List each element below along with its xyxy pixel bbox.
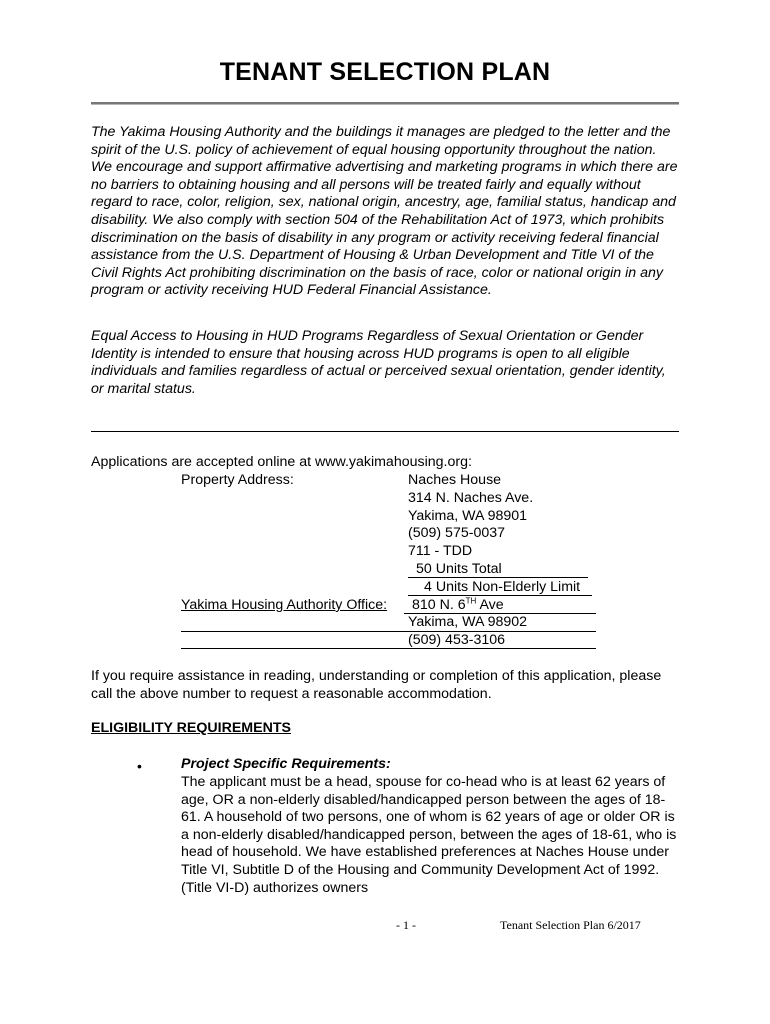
- office-city-underline: [181, 631, 596, 632]
- equal-access-paragraph: Equal Access to Housing in HUD Programs Regardless of Sexual Orientation or Gender Identity is intended to ensure that housing across HUD programs is open to all eligible individuals and families regardless of actual or perceived sexual orientation, gender identity, or marital status.: [91, 328, 666, 397]
- page-title: TENANT SELECTION PLAN: [219, 58, 551, 86]
- section-divider: [91, 431, 679, 432]
- property-city: Yakima, WA 98901: [408, 508, 528, 524]
- office-label: Yakima Housing Authority Office:: [181, 597, 388, 613]
- property-name: Naches House: [408, 472, 502, 488]
- footer-plan-label: Tenant Selection Plan 6/2017: [500, 918, 641, 932]
- units-total: 50 Units Total: [416, 561, 502, 577]
- eligibility-heading: ELIGIBILITY REQUIREMENTS: [91, 720, 291, 736]
- property-tdd: 711 - TDD: [408, 543, 473, 559]
- bullet-icon: •: [137, 758, 142, 774]
- office-phone-underline: [181, 648, 596, 649]
- assistance-paragraph: If you require assistance in reading, understanding or completion of this application, please call the above number to request a reasonable accommodation.: [91, 668, 662, 702]
- title-divider: [91, 102, 679, 105]
- page-number: - 1 -: [396, 918, 416, 932]
- property-phone: (509) 575-0037: [408, 525, 506, 541]
- office-city: Yakima, WA 98902: [408, 614, 528, 630]
- office-street: 810 N. 6TH Ave: [412, 596, 504, 613]
- intro-paragraph: The Yakima Housing Authority and the buildings it manages are pledged to the letter and the spirit of the U.S. policy of achievement of equal housing opportunity throughout the nation. We encourage and support affirmative advertising and marketing programs in which there are no barriers to obtaining housing and all persons will be treated fairly and equally without regard to race, color, religion, sex, national origin, ancestry, age, familial status, handicap and disability. We also comply with section 504 of the Rehabilitation Act of 1973, which prohibits discrimination on the basis of disability in any program or activity receiving federal financial assistance from the U.S. Department of Housing & Urban Development and Title VI of the Civil Rights Act prohibiting discrimination on the basis of race, color or national origin in any program or activity receiving HUD Federal Financial Assistance.: [91, 124, 678, 299]
- units-non-elderly-underline: [408, 595, 592, 596]
- units-total-underline: [408, 577, 588, 578]
- office-phone: (509) 453-3106: [408, 632, 506, 648]
- property-street: 314 N. Naches Ave.: [408, 490, 534, 506]
- project-requirements-title: Project Specific Requirements:: [181, 756, 391, 772]
- project-requirements-body: The applicant must be a head, spouse for co-head who is at least 62 years of age, OR a non-elderly disabled/handicapped person between the ages of 18-61. A household of two persons, one of whom is 62 years of age or older OR is a non-elderly disabled/handicapped person, between the ages of 18-61, who is head of household. We have established preferences at Naches House under Title VI, Subtitle D of the Housing and Community Development Act of 1992. (Title VI-D) authorizes owners: [181, 774, 677, 896]
- units-non-elderly: 4 Units Non-Elderly Limit: [424, 579, 581, 595]
- property-address-label: Property Address:: [181, 472, 294, 488]
- applications-online-text: Applications are accepted online at www.yakimahousing.org:: [91, 454, 472, 470]
